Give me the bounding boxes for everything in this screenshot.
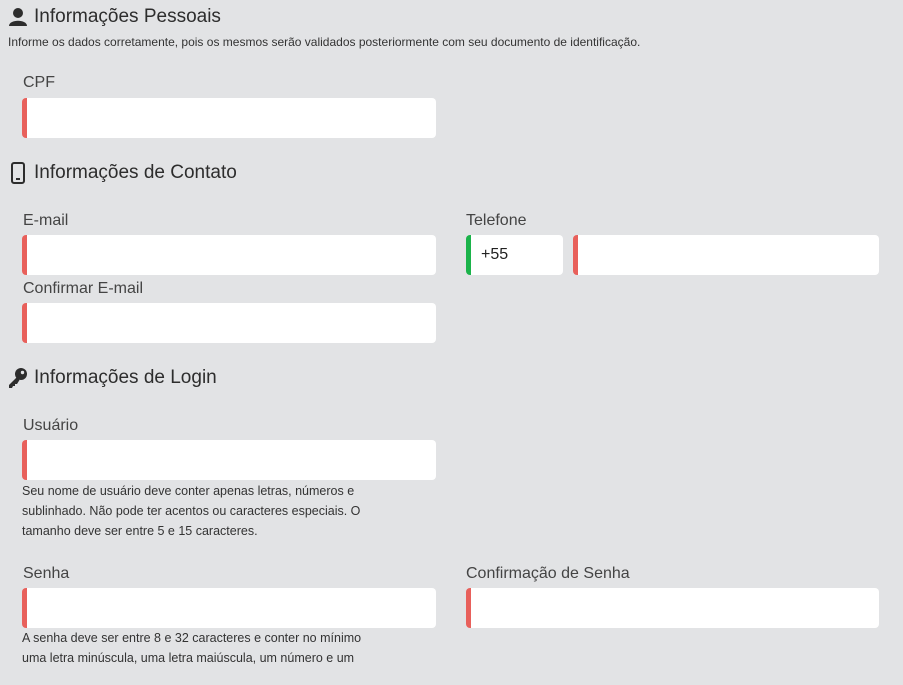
password-input[interactable] <box>22 588 436 628</box>
mobile-phone-icon <box>8 162 28 184</box>
confirm-email-input[interactable] <box>22 303 436 343</box>
section-login-title <box>8 367 217 389</box>
username-help-line: Seu nome de usuário deve conter apenas letras, números e <box>22 484 355 498</box>
username-help-line: tamanho deve ser entre 5 e 15 caracteres. <box>22 524 258 538</box>
phone-input[interactable] <box>573 235 879 275</box>
confirm-email-label: Confirmar E-mail <box>23 280 144 297</box>
section-contact-label: Informações de Contato <box>34 162 237 183</box>
phone-label: Telefone <box>466 212 527 229</box>
email-label: E-mail <box>23 212 69 229</box>
section-personal-label: Informações Pessoais <box>34 6 221 27</box>
password-help <box>22 628 442 668</box>
username-help <box>22 481 442 541</box>
password-label: Senha <box>23 565 70 582</box>
password-help-line: A senha deve ser entre 8 e 32 caracteres e conter no mínimo <box>22 631 362 645</box>
section-contact-title <box>8 162 237 184</box>
cpf-label: CPF <box>23 74 55 91</box>
personal-subtitle: Informe os dados corretamente, pois os mesmos serão validados posteriormente com seu documento de identificação. <box>8 35 641 49</box>
password-confirm-input[interactable] <box>466 588 879 628</box>
section-login-label: Informações de Login <box>34 367 217 388</box>
key-icon <box>8 367 28 389</box>
username-label: Usuário <box>23 417 79 434</box>
country-code-input[interactable]: +55 <box>466 235 563 275</box>
cpf-input[interactable] <box>22 98 436 138</box>
email-input[interactable] <box>22 235 436 275</box>
username-help-line: sublinhado. Não pode ter acentos ou caracteres especiais. O <box>22 504 361 518</box>
username-input[interactable] <box>22 440 436 480</box>
password-help-line: uma letra minúscula, uma letra maiúscula, um número e um <box>22 651 355 665</box>
password-confirm-label: Confirmação de Senha <box>466 565 630 582</box>
section-personal-title <box>8 6 221 28</box>
user-icon <box>8 7 28 27</box>
